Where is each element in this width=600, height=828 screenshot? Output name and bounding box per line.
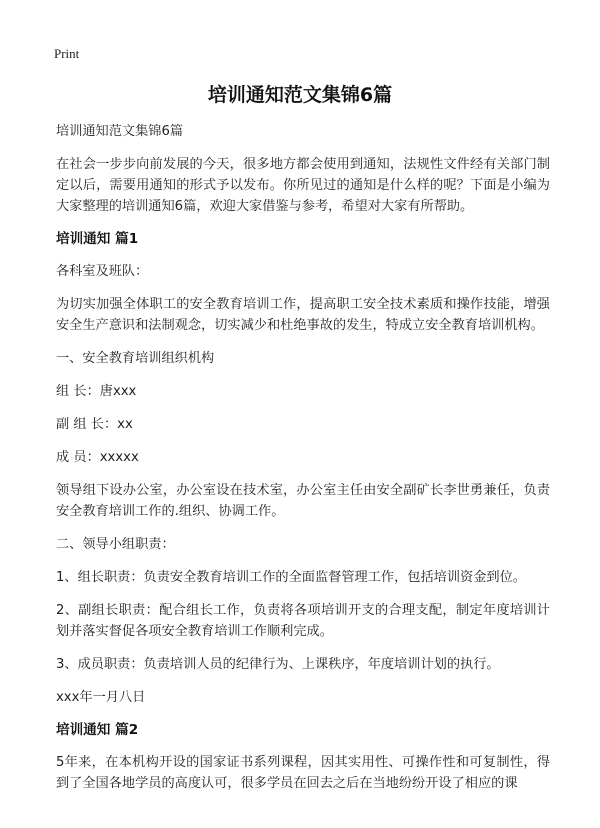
section1-duty-1: 1、组长职责：负责安全教育培训工作的全面监督管理工作，包括培训资金到位。 [56, 570, 526, 585]
subtitle: 培训通知范文集锦6篇 [56, 124, 184, 139]
section1-vice-leader: 副 组 长：xx [56, 417, 133, 432]
document-body [56, 121, 550, 806]
section1-members: 成 员：xxxxx [56, 450, 139, 465]
intro-paragraph: 在社会一步步向前发展的今天，很多地方都会使用到通知，法规性文件经有关部门制定以后，需要用通知的形式予以发布。你所见过的通知是什么样的呢？下面是小编为大家整理的培训通知6篇，欢迎大家借鉴与参考，希望对大家有所帮助。 [56, 157, 550, 214]
section1-duty-2: 2、副组长职责：配合组长工作，负责将各项培训开支的合理支配，制定年度培训计划并落实督促各项安全教育培训工作顺利完成。 [56, 603, 550, 639]
section1-date: xxx年一月八日 [56, 690, 146, 705]
section1-leader: 组 长：唐xxx [56, 384, 137, 399]
section2-body: 5年来，在本机构开设的国家证书系列课程，因其实用性、可操作性和可复制性，得到了全国各地学员的高度认可，很多学员在回去之后在当地纷纷开设了相应的课 [56, 755, 550, 791]
section1-office: 领导组下设办公室，办公室设在技术室，办公室主任由安全副矿长李世勇兼任，负责安全教育培训工作的.组织、协调工作。 [56, 483, 550, 519]
section1-duty-3: 3、成员职责：负责培训人员的纪律行为、上课秩序，年度培训计划的执行。 [56, 657, 500, 672]
section1-heading: 培训通知 篇1 [56, 231, 139, 247]
section1-org-heading: 一、安全教育培训组织机构 [56, 351, 215, 366]
print-link[interactable]: Print [54, 46, 80, 61]
section1-greeting: 各科室及班队： [56, 264, 149, 279]
section1-body: 为切实加强全体职工的安全教育培训工作，提高职工安全技术素质和操作技能，增强安全生产意识和法制观念，切实减少和杜绝事故的发生，特成立安全教育培训机构。 [56, 297, 550, 333]
document-title: 培训通知范文集锦6篇 [207, 84, 393, 106]
section2-heading: 培训通知 篇2 [56, 722, 139, 738]
section1-duties-heading: 二、领导小组职责： [56, 537, 175, 552]
